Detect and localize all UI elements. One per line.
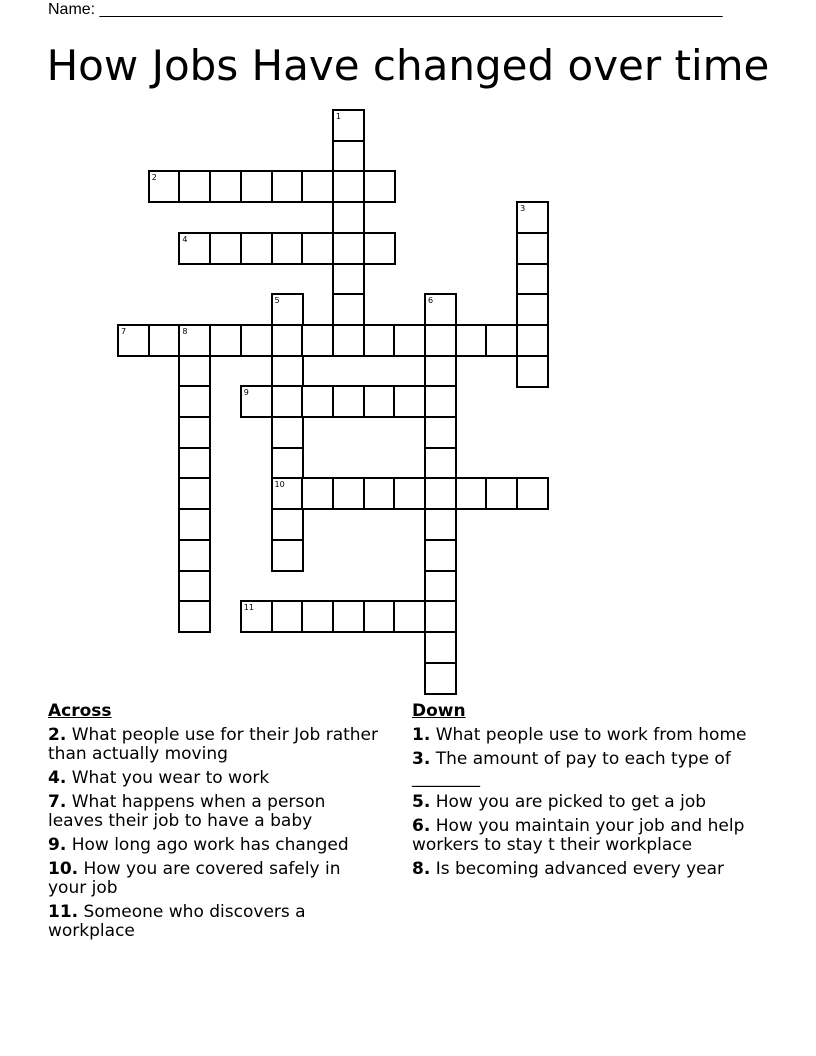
- crossword-cell[interactable]: [332, 385, 365, 418]
- crossword-cell[interactable]: [424, 570, 457, 603]
- cell-number: 4: [182, 234, 188, 244]
- crossword-cell[interactable]: [332, 324, 365, 357]
- crossword-cell[interactable]: [178, 170, 211, 203]
- crossword-cell[interactable]: [301, 232, 334, 265]
- crossword-cell[interactable]: [424, 539, 457, 572]
- crossword-cell[interactable]: [178, 570, 211, 603]
- across-heading: Across: [48, 701, 112, 721]
- cell-number: 6: [428, 296, 434, 306]
- across-clues: [48, 702, 378, 946]
- crossword-cell[interactable]: [363, 170, 396, 203]
- crossword-cell[interactable]: [516, 477, 549, 510]
- crossword-cell[interactable]: [178, 385, 211, 418]
- crossword-cell[interactable]: [209, 170, 242, 203]
- crossword-cell[interactable]: [455, 324, 488, 357]
- crossword-cell[interactable]: [117, 324, 150, 357]
- crossword-cell[interactable]: [271, 324, 304, 357]
- down-clue-5: 5. How you are picked to get a job: [412, 792, 707, 812]
- crossword-cell[interactable]: [240, 600, 273, 633]
- across-clue-4: 4. What you wear to work: [48, 768, 270, 788]
- crossword-cell[interactable]: [424, 662, 457, 695]
- crossword-cell[interactable]: [332, 232, 365, 265]
- crossword-cell[interactable]: [178, 600, 211, 633]
- crossword-cell[interactable]: [424, 293, 457, 326]
- crossword-cell[interactable]: [393, 385, 426, 418]
- across-clue-11: 11. Someone who discovers a workplace: [48, 902, 306, 941]
- crossword-cell[interactable]: [178, 324, 211, 357]
- crossword-cell[interactable]: [363, 385, 396, 418]
- crossword-cell[interactable]: [178, 416, 211, 449]
- crossword-cell[interactable]: [332, 140, 365, 173]
- down-clue-1: 1. What people use to work from home: [412, 725, 747, 745]
- crossword-cell[interactable]: [301, 477, 334, 510]
- crossword-cell[interactable]: [209, 324, 242, 357]
- crossword-cell[interactable]: [271, 508, 304, 541]
- crossword-cell[interactable]: [332, 109, 365, 142]
- crossword-cell[interactable]: [424, 447, 457, 480]
- across-clue-2: 2. What people use for their Job rather than actually moving: [48, 725, 378, 764]
- crossword-cell[interactable]: [148, 324, 181, 357]
- crossword-cell[interactable]: [301, 170, 334, 203]
- down-clue-3: 3. The amount of pay to each type of ________: [412, 749, 731, 788]
- crossword-cell[interactable]: [424, 600, 457, 633]
- crossword-cell[interactable]: [271, 170, 304, 203]
- crossword-cell[interactable]: [332, 201, 365, 234]
- crossword-cell[interactable]: [393, 477, 426, 510]
- crossword-cell[interactable]: [271, 293, 304, 326]
- cell-number: 1: [335, 112, 341, 121]
- crossword-cell[interactable]: [516, 293, 549, 326]
- crossword-cell[interactable]: [332, 600, 365, 633]
- crossword-cell[interactable]: [424, 477, 457, 510]
- crossword-cell[interactable]: [516, 355, 549, 388]
- crossword-cell[interactable]: [178, 355, 211, 388]
- name-field-line: Name: ______________________________________________________________________: [48, 1, 723, 18]
- crossword-cell[interactable]: [363, 232, 396, 265]
- crossword-cell[interactable]: [516, 324, 549, 357]
- crossword-cell[interactable]: [240, 232, 273, 265]
- crossword-cell[interactable]: [271, 355, 304, 388]
- crossword-cell[interactable]: [178, 447, 211, 480]
- across-clue-7: 7. What happens when a person leaves their job to have a baby: [48, 792, 326, 831]
- crossword-cell[interactable]: [240, 324, 273, 357]
- crossword-cell[interactable]: [516, 232, 549, 265]
- crossword-cell[interactable]: [332, 170, 365, 203]
- crossword-cell[interactable]: [332, 293, 365, 326]
- crossword-cell[interactable]: [271, 447, 304, 480]
- crossword-cell[interactable]: [271, 232, 304, 265]
- crossword-cell[interactable]: [271, 477, 304, 510]
- crossword-cell[interactable]: [455, 477, 488, 510]
- cell-number: 3: [520, 204, 526, 214]
- crossword-cell[interactable]: [148, 170, 181, 203]
- crossword-cell[interactable]: [485, 324, 518, 357]
- down-clues: [412, 702, 762, 884]
- crossword-cell[interactable]: [424, 385, 457, 418]
- crossword-cell[interactable]: [301, 324, 334, 357]
- across-clue-10: 10. How you are covered safely in your job: [48, 859, 341, 898]
- crossword-cell[interactable]: [178, 477, 211, 510]
- crossword-cell[interactable]: [363, 477, 396, 510]
- crossword-cell[interactable]: [393, 324, 426, 357]
- cell-number: 11: [243, 603, 254, 613]
- crossword-cell[interactable]: [271, 539, 304, 572]
- crossword-cell[interactable]: [178, 508, 211, 541]
- crossword-cell[interactable]: [363, 600, 396, 633]
- cell-number: 10: [274, 480, 285, 490]
- cell-number: 5: [274, 296, 280, 306]
- crossword-cell[interactable]: [271, 600, 304, 633]
- page-title: How Jobs Have changed over time: [46, 41, 770, 90]
- crossword-cell[interactable]: [178, 232, 211, 265]
- crossword-cell[interactable]: [424, 355, 457, 388]
- crossword-cell[interactable]: [485, 477, 518, 510]
- crossword-cell[interactable]: [240, 385, 273, 418]
- crossword-cell[interactable]: [301, 385, 334, 418]
- down-clue-6: 6. How you maintain your job and help workers to stay t their workplace: [412, 816, 745, 855]
- crossword-cell[interactable]: [301, 600, 334, 633]
- crossword-cell[interactable]: [393, 600, 426, 633]
- cell-number: 2: [151, 173, 157, 183]
- crossword-cell[interactable]: [424, 631, 457, 664]
- crossword-cell[interactable]: [271, 385, 304, 418]
- crossword-cell[interactable]: [178, 539, 211, 572]
- cell-number: 9: [243, 388, 249, 398]
- crossword-cell[interactable]: [424, 324, 457, 357]
- crossword-cell[interactable]: [271, 416, 304, 449]
- crossword-cell[interactable]: [332, 477, 365, 510]
- crossword-cell[interactable]: [424, 416, 457, 449]
- across-clue-9: 9. How long ago work has changed: [48, 835, 349, 855]
- cell-number: 7: [121, 326, 127, 336]
- crossword-cell[interactable]: [363, 324, 396, 357]
- down-clue-8: 8. Is becoming advanced every year: [412, 859, 725, 879]
- crossword-cell[interactable]: [332, 263, 365, 296]
- crossword-cell[interactable]: [516, 263, 549, 296]
- crossword-cell[interactable]: [240, 170, 273, 203]
- crossword-cell[interactable]: [424, 508, 457, 541]
- crossword-cell[interactable]: [516, 201, 549, 234]
- cell-number: 8: [182, 326, 188, 336]
- crossword-cell[interactable]: [209, 232, 242, 265]
- down-heading: Down: [412, 701, 466, 721]
